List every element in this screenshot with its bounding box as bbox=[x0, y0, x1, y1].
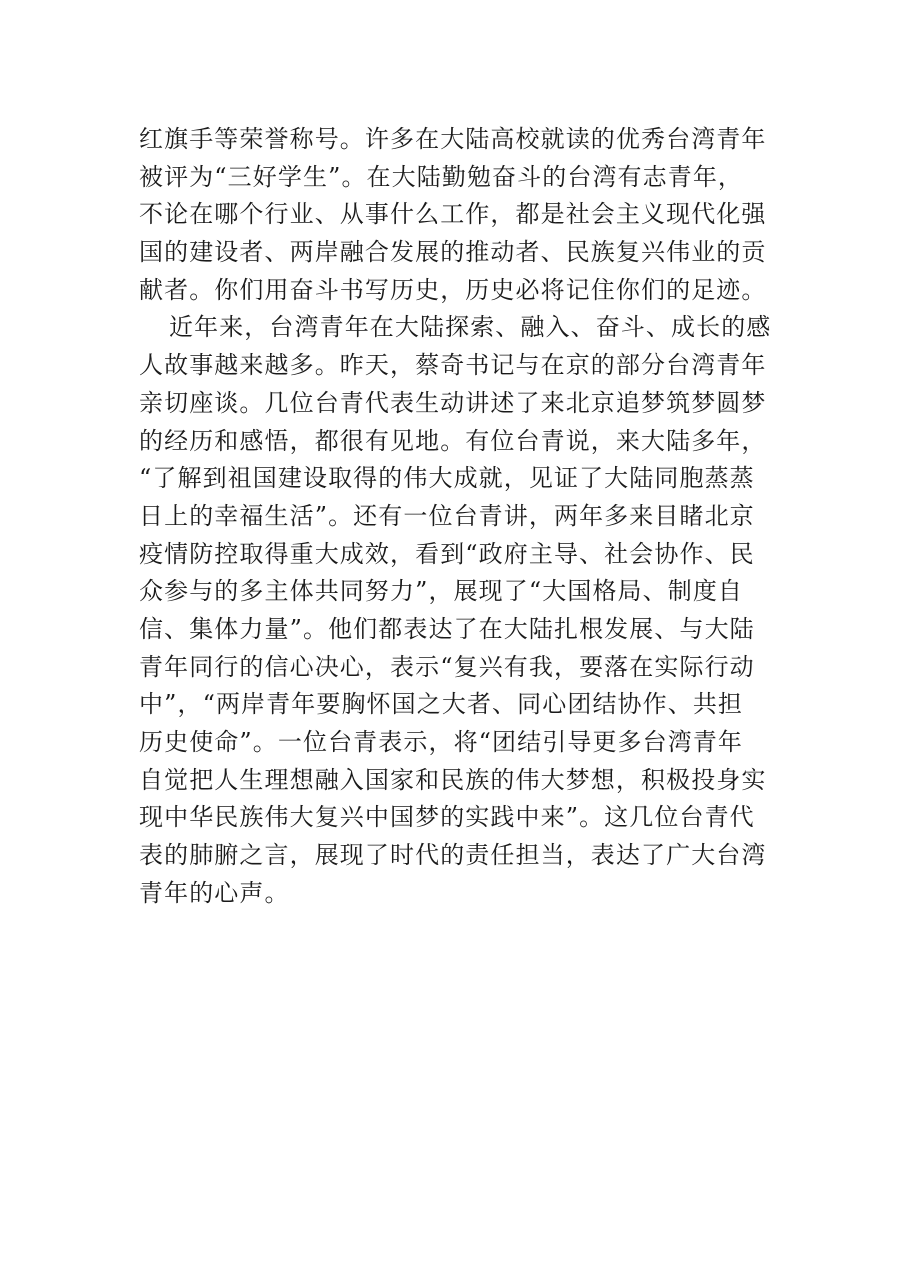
text-line: 的经历和感悟，都很有见地。有位台青说，来大陆多年， bbox=[139, 426, 767, 455]
text-line: 亲切座谈。几位台青代表生动讲述了来北京追梦筑梦圆梦 bbox=[139, 388, 767, 417]
text-line: 表的肺腑之言，展现了时代的责任担当，表达了广大台湾 bbox=[139, 841, 767, 870]
text-line: “了解到祖国建设取得的伟大成就，见证了大陆同胞蒸蒸 bbox=[139, 464, 755, 493]
text-line: 青年的心声。 bbox=[139, 878, 290, 907]
text-line: 自觉把人生理想融入国家和民族的伟大梦想，积极投身实 bbox=[139, 765, 767, 794]
text-line: 被评为“三好学生”。在大陆勤勉奋斗的台湾有志青年， bbox=[139, 162, 744, 191]
text-line: 日上的幸福生活”。还有一位台青讲，两年多来目睹北京 bbox=[139, 501, 755, 530]
text-line: 献者。你们用奋斗书写历史，历史必将记住你们的足迹。 bbox=[139, 275, 767, 304]
text-line: 红旗手等荣誉称号。许多在大陆高校就读的优秀台湾青年 bbox=[139, 125, 767, 153]
paragraph-2 bbox=[139, 309, 779, 912]
text-line: 疫情防控取得重大成效，看到“政府主导、社会协作、民 bbox=[139, 539, 755, 568]
text-line: 中”，“两岸青年要胸怀国之大者、同心团结协作、共担 bbox=[139, 690, 744, 719]
text-line: 历史使命”。一位台青表示，将“团结引导更多台湾青年 bbox=[139, 728, 744, 756]
text-line: 国的建设者、两岸融合发展的推动者、民族复兴伟业的贡 bbox=[139, 238, 767, 267]
text-line: 青年同行的信心决心，表示“复兴有我，要落在实际行动 bbox=[139, 652, 755, 681]
text-line: 众参与的多主体共同努力”，展现了“大国格局、制度自 bbox=[139, 577, 744, 606]
text-line: 信、集体力量”。他们都表达了在大陆扎根发展、与大陆 bbox=[139, 614, 755, 643]
text-line: 人故事越来越多。昨天，蔡奇书记与在京的部分台湾青年 bbox=[139, 351, 767, 380]
text-line: 不论在哪个行业、从事什么工作，都是社会主义现代化强 bbox=[139, 200, 767, 229]
paragraph-1 bbox=[139, 121, 779, 309]
body-text bbox=[139, 121, 779, 912]
text-line: 现中华民族伟大复兴中国梦的实践中来”。这几位台青代 bbox=[139, 803, 755, 832]
text-line: 近年来，台湾青年在大陆探索、融入、奋斗、成长的感 bbox=[169, 313, 772, 342]
